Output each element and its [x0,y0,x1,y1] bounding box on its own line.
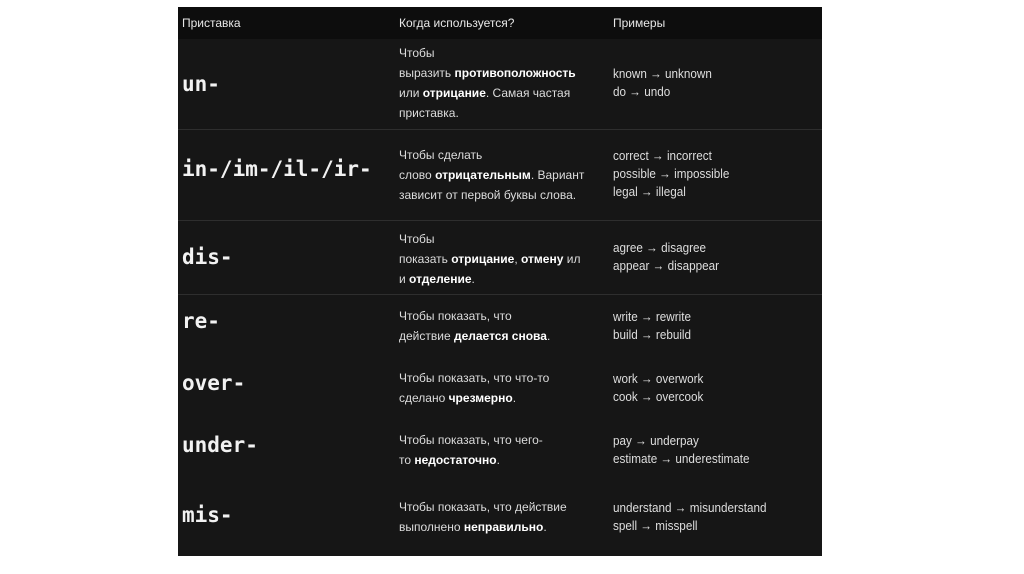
example-line: legal → illegal [613,184,686,199]
usage-line [399,185,584,205]
usage-text: . Вариант [530,168,585,182]
table-row [178,357,822,419]
prefix-cell: over- [182,371,246,395]
usage-emphasis: неправильно [463,520,544,534]
usage-text: слово [399,168,436,182]
usage-emphasis: отмену [521,252,564,266]
usage-text: выразить [399,66,455,80]
usage-line [399,497,567,517]
example-line: possible → impossible [613,166,730,181]
prefix-cell: under- [182,433,258,457]
example-line: pay → underpay [613,433,699,448]
prefix-table [178,7,822,556]
usage-text: или [399,86,423,100]
usage-text: приставка. [399,106,459,120]
usage-cell [399,306,550,346]
usage-line [399,83,576,103]
example-line: do → undo [613,84,671,99]
usage-line [399,368,549,388]
usage-text: Чтобы [399,232,435,246]
usage-emphasis: отрицание [451,252,515,266]
usage-emphasis: отрицание [422,86,486,100]
examples-cell [613,308,691,344]
usage-line [399,450,543,470]
prefix-cell: re- [182,309,220,333]
prefix-cell: un- [182,72,220,96]
usage-line [399,326,550,346]
example-line: estimate → underestimate [613,451,750,466]
usage-text: . [471,272,475,286]
usage-text: , [514,252,522,266]
usage-emphasis: недостаточно [414,453,497,467]
examples-cell [613,65,712,101]
usage-cell [399,229,580,289]
usage-text: Чтобы сделать [399,148,483,162]
usage-text: . [496,453,500,467]
usage-line [399,229,580,249]
usage-text: ил [563,252,581,266]
usage-text: и [399,272,410,286]
usage-line [399,430,543,450]
usage-text: Чтобы [399,46,435,60]
table-row [178,130,822,221]
header-usage: Когда используется? [399,16,515,30]
table-row [178,221,822,295]
header-prefix: Приставка [182,16,241,30]
usage-line [399,306,550,326]
usage-text: выполнено [399,520,464,534]
usage-line [399,517,567,537]
usage-text: зависит от первой буквы слова. [399,188,577,202]
usage-line [399,63,576,83]
examples-cell [613,499,766,535]
usage-emphasis: чрезмерно [448,391,513,405]
usage-line [399,165,584,185]
usage-line [399,43,576,63]
usage-text: Чтобы показать, что действие [399,500,567,514]
examples-cell [613,370,703,406]
usage-line [399,269,580,289]
example-line: appear → disappear [613,258,720,273]
usage-text: . [546,329,551,343]
usage-text: . [512,391,517,405]
example-line: correct → incorrect [613,148,712,163]
usage-emphasis: отрицательным [435,168,531,182]
usage-emphasis: делается снова [453,329,547,343]
example-line: known → unknown [613,66,712,81]
usage-cell [399,497,567,537]
usage-line [399,388,549,408]
usage-text: то [399,453,415,467]
table-header [178,7,822,39]
table-row [178,481,822,556]
example-line: spell → misspell [613,518,698,533]
usage-line [399,145,584,165]
usage-text: . Самая частая [485,86,571,100]
usage-text: Чтобы показать, что чего- [399,433,543,447]
table-row [178,295,822,357]
example-line: build → rebuild [613,327,692,342]
usage-text: Чтобы показать, что что-то [399,371,550,385]
examples-cell [613,147,729,201]
example-line: write → rewrite [613,309,692,324]
example-line: cook → overcook [613,389,704,404]
prefix-cell: in-/im-/il-/ir- [182,157,372,181]
table-row [178,40,822,130]
table-row [178,419,822,481]
prefix-cell: dis- [182,245,233,269]
example-line: work → overwork [613,371,704,386]
usage-cell [399,430,543,470]
usage-cell [399,368,549,408]
usage-emphasis: отделение [409,272,472,286]
usage-cell [399,43,576,123]
usage-line [399,103,576,123]
example-line: agree → disagree [613,240,707,255]
usage-text: Чтобы показать, что [399,309,512,323]
usage-cell [399,145,584,205]
header-examples: Примеры [613,16,666,30]
example-line: understand → misunderstand [613,500,767,515]
usage-emphasis: противоположность [454,66,576,80]
usage-text: действие [399,329,454,343]
usage-text: . [543,520,547,534]
usage-text: показать [399,252,452,266]
usage-line [399,249,580,269]
usage-text: сделано [399,391,449,405]
examples-cell [613,239,719,275]
examples-cell [613,432,750,468]
prefix-cell: mis- [182,503,233,527]
